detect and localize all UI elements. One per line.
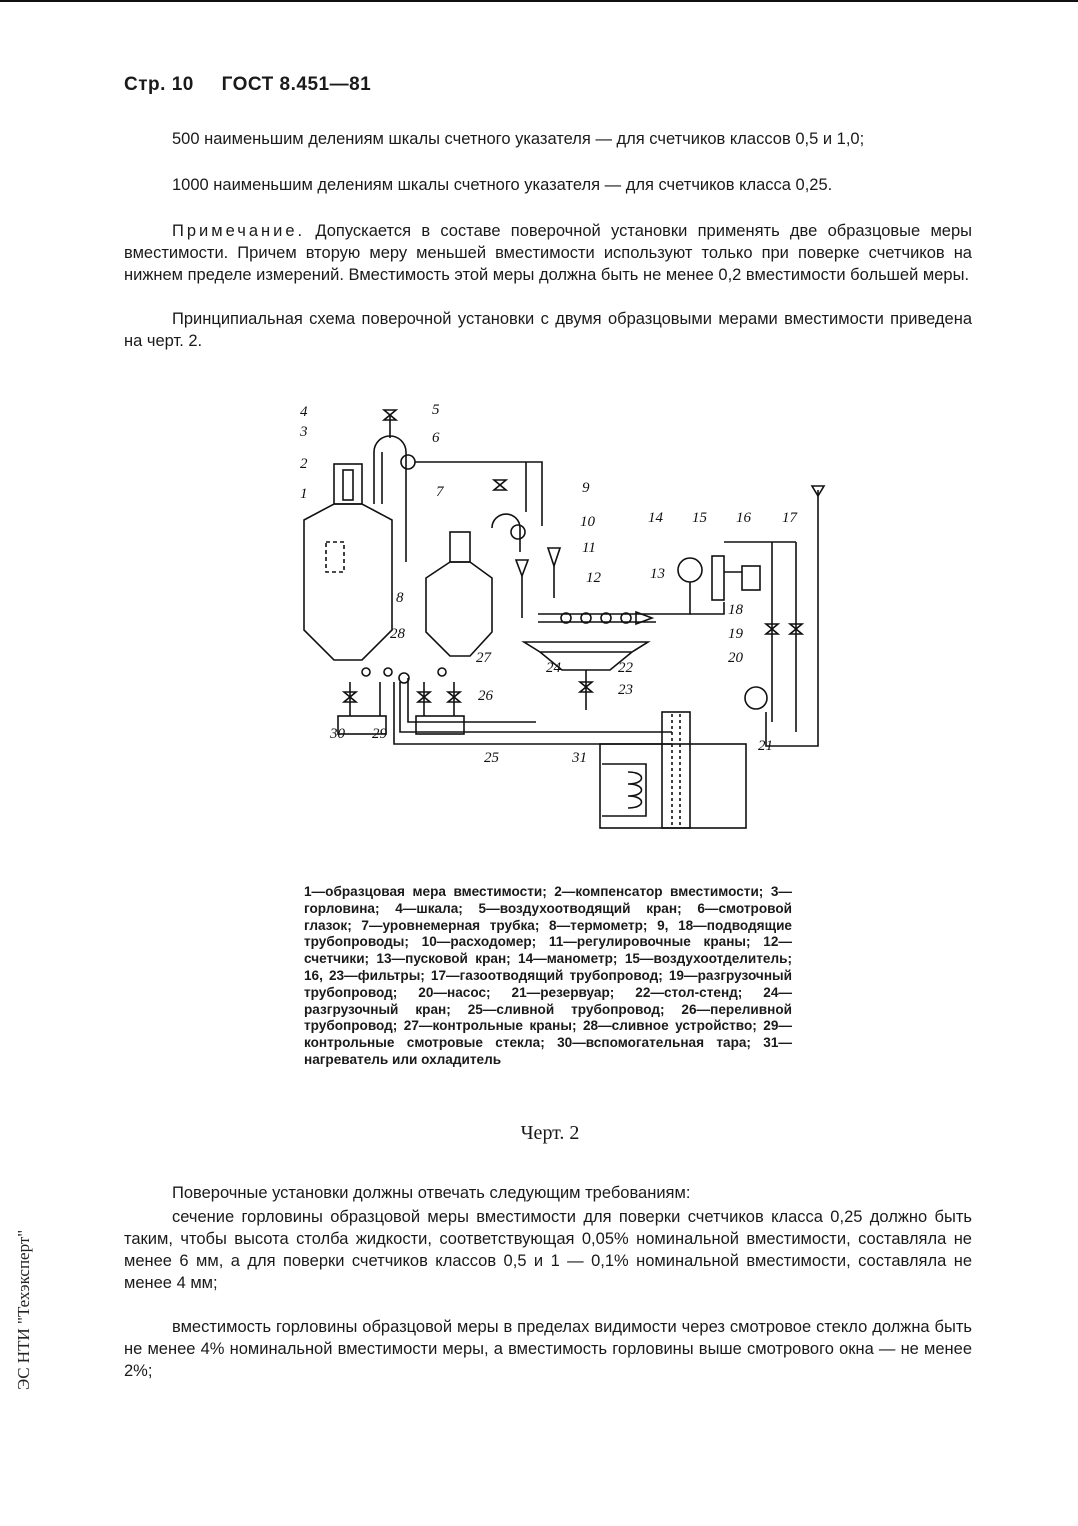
label-9: 9 bbox=[582, 480, 590, 496]
label-12: 12 bbox=[586, 570, 601, 586]
measure-large bbox=[304, 504, 392, 660]
separator-15 bbox=[712, 556, 724, 600]
label-27: 27 bbox=[476, 650, 491, 666]
filter-16 bbox=[742, 566, 760, 590]
label-7: 7 bbox=[436, 484, 444, 500]
label-1: 1 bbox=[300, 486, 308, 502]
inlet-pipe bbox=[662, 712, 690, 828]
label-22: 22 bbox=[618, 660, 633, 676]
air-line-1 bbox=[374, 436, 406, 562]
label-13: 13 bbox=[650, 566, 665, 582]
label-28: 28 bbox=[390, 626, 405, 642]
label-8: 8 bbox=[396, 590, 404, 606]
figure-legend: 1—образцовая мера вместимости; 2—компенсатор вместимости; 3—горловина; 4—шкала; 5—воздухоотводящий кран; 6—смотровой глазок; 7—уровнемерная трубка; 8—термометр; 9, 18—подводящие трубопроводы; 10—расходомер; 11—регулировочные краны; 12—счетчики; 13—пусковой кран; 14—манометр; 15—воздухоотделитель; 16, 23—фильтры; 17—газоотводящий трубопровод; 19—разгрузочный трубопровод; 20—насос; 21—резервуар; 22—стол-стенд; 24—разгрузочный кран; 25—сливной трубопровод; 26—переливной трубопровод; 27—контрольные краны; 28—сливное устройство; 29—контрольные смотровые стекла; 30—вспомогательная тара; 31—нагреватель или охладитель bbox=[304, 884, 792, 1067]
label-20: 20 bbox=[728, 650, 743, 666]
note-paragraph bbox=[124, 220, 972, 286]
sight-glass-6 bbox=[401, 455, 415, 469]
label-25: 25 bbox=[484, 750, 499, 766]
note-label: Примечание. bbox=[172, 222, 306, 240]
top-border bbox=[0, 0, 1078, 2]
label-30: 30 bbox=[330, 726, 345, 742]
label-14: 14 bbox=[648, 510, 663, 526]
label-31: 31 bbox=[572, 750, 587, 766]
requirements-intro: Поверочные установки должны отвечать следующим требованиям: bbox=[172, 1184, 691, 1202]
installation-diagram bbox=[296, 392, 836, 832]
label-11: 11 bbox=[582, 540, 596, 556]
label-17: 17 bbox=[782, 510, 797, 526]
page-number: Стр. 10 bbox=[124, 74, 194, 95]
label-3: 3 bbox=[300, 424, 308, 440]
requirement-neck-capacity: вместимость горловины образцовой меры в пределах видимости через смотровое стекло должна быть не менее 4% номинальной вместимости меры, а вместимость горловины выше смотрового окна — не менее 2%; bbox=[124, 1318, 972, 1380]
figure-caption: Черт. 2 bbox=[520, 1122, 580, 1144]
label-23: 23 bbox=[618, 682, 633, 698]
label-29: 29 bbox=[372, 726, 387, 742]
compensator-large bbox=[326, 542, 344, 572]
manometer-14 bbox=[678, 558, 702, 582]
requirement-neck-section: сечение горловины образцовой меры вместимости для поверки счетчиков класса 0,25 должно быть таким, чтобы высота столба жидкости, соответствующая 0,05% номинальной вместимости, составляла не менее 6 мм, а для поверки счетчиков классов 0,5 и 1 — 0,1% номинальной вместимости, составляла не менее 4 мм; bbox=[124, 1208, 972, 1292]
label-21: 21 bbox=[758, 738, 773, 754]
scale-large bbox=[343, 470, 353, 500]
label-6: 6 bbox=[432, 430, 440, 446]
label-19: 19 bbox=[728, 626, 743, 642]
label-15: 15 bbox=[692, 510, 707, 526]
paragraph-1000: 1000 наименьшим делениям шкалы счетного указателя — для счетчиков класса 0,25. bbox=[172, 176, 833, 194]
label-5: 5 bbox=[432, 402, 440, 418]
side-stamp: ЭС НТИ "Техэксперт" bbox=[14, 1229, 33, 1390]
label-18: 18 bbox=[728, 602, 743, 618]
page-header bbox=[124, 74, 393, 96]
label-2: 2 bbox=[300, 456, 308, 472]
label-24: 24 bbox=[546, 660, 561, 676]
paragraph-scheme: Принципиальная схема поверочной установки с двумя образцовыми мерами вместимости приведена на черт. 2. bbox=[124, 310, 972, 350]
neck-small bbox=[450, 532, 470, 562]
paragraph-500: 500 наименьшим делениям шкалы счетного указателя — для счетчиков классов 0,5 и 1,0; bbox=[172, 130, 865, 148]
label-10: 10 bbox=[580, 514, 595, 530]
standard-code: ГОСТ 8.451—81 bbox=[221, 74, 372, 95]
pipe-top bbox=[415, 462, 542, 526]
measure-small bbox=[426, 562, 492, 656]
label-26: 26 bbox=[478, 688, 493, 704]
note-text: Допускается в составе поверочной установки применять две образцовые меры вместимости. Причем вторую меру меньшей вместимости используют только при поверке счетчиков на нижнем пределе измерений. Вместимость этой меры должна быть не менее 0,2 вместимости большей меры. bbox=[124, 222, 972, 284]
label-4: 4 bbox=[300, 404, 308, 420]
heater-31 bbox=[628, 772, 642, 808]
label-16: 16 bbox=[736, 510, 751, 526]
pump-20 bbox=[745, 687, 767, 709]
